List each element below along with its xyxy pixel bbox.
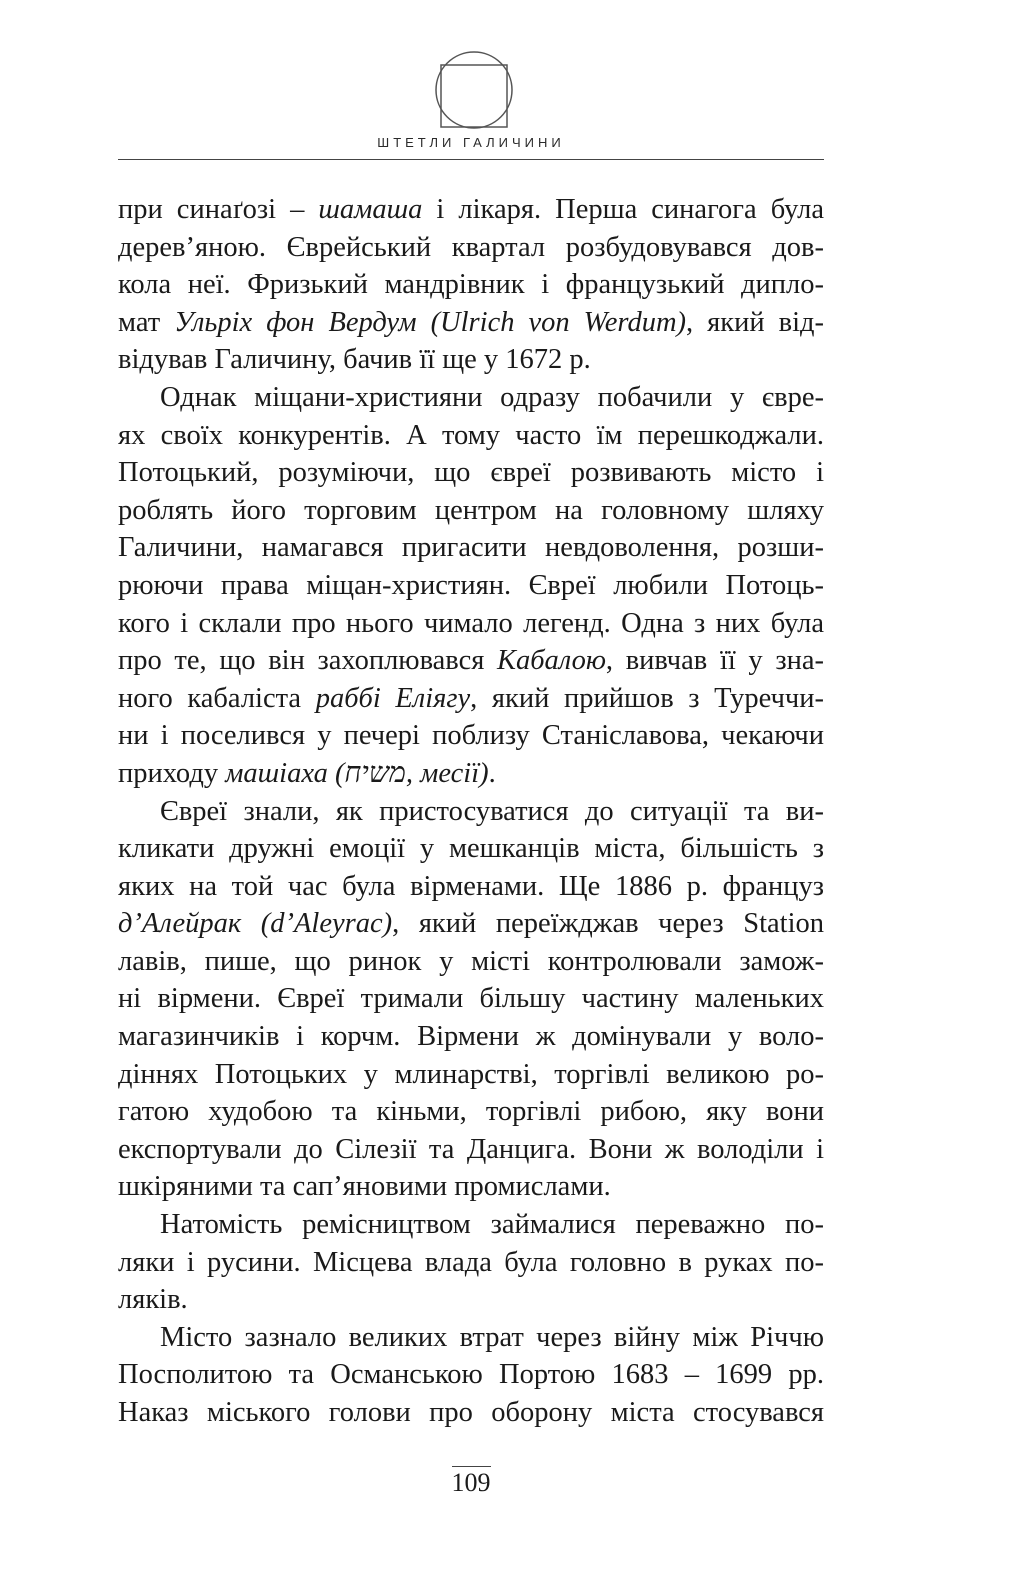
text-line: Посполитою та Османською Портою 1683 – 1699 рр. — [118, 1359, 824, 1391]
text-line: Однак міщани-християни одразу побачили у євре- — [160, 381, 824, 413]
text-line: ного кабаліста раббі Еліягу, який прийшов з Туреччи- — [118, 682, 824, 714]
text-line: Наказ міського голови про оборону міста стосувався — [118, 1397, 824, 1428]
page-number-value: 109 — [451, 1468, 491, 1497]
text-line: про те, що він захоплювався Кабалою, вивчав її у зна- — [118, 645, 824, 677]
text-line: відував Галичину, бачив її ще у 1672 р. — [118, 344, 591, 376]
text-line: Потоцький, розуміючи, що євреї розвивають місто і — [118, 457, 824, 489]
text-line: при синаґозі – шамаша і лікаря. Перша синагога була — [118, 194, 824, 225]
text-line: ни і поселився у печері поблизу Станіславова, чекаючи — [118, 720, 824, 752]
text-line: Євреї знали, як пристосуватися до ситуації та ви- — [160, 795, 824, 827]
text-line: рюючи права міщан-християн. Євреї любили Потоць- — [118, 569, 824, 601]
text-line: ні вірмени. Євреї тримали більшу частину маленьких — [118, 983, 824, 1015]
text-line: кола неї. Фризький мандрівник і французький дипло- — [118, 269, 824, 301]
body-text — [118, 191, 824, 1432]
text-line: приходу машіаха (משיח, месії). — [118, 757, 496, 789]
text-line: діннях Потоцьких у млинарстві, торгівлі великою ро- — [118, 1058, 824, 1090]
text-line: дерев’яною. Єврейський квартал розбудовувався дов- — [118, 231, 824, 263]
text-line: експортували до Сілезії та Данцига. Вони ж володіли і — [118, 1133, 824, 1165]
text-line: кликати дружні емоції у мешканців міста, більшість з — [118, 833, 824, 865]
text-line: ях своїх конкурентів. А тому часто їм перешкоджали. — [118, 419, 824, 451]
text-line: шкіряними та сап’яновими промислами. — [118, 1171, 611, 1203]
text-line: мат Ульріх фон Вердум (Ulrich von Werdum), який від- — [118, 306, 825, 338]
running-header-title: ШТЕТЛИ ГАЛИЧИНИ — [377, 135, 565, 150]
header-divider — [118, 159, 824, 160]
text-line: яких на той час була вірменами. Ще 1886 р. француз — [118, 870, 824, 902]
text-line: ляків. — [118, 1284, 188, 1316]
text-line: Натомість ремісництвом займалися переважно по- — [160, 1209, 824, 1241]
text-line: д’Алейрак (d’Aleyrac), який переїжджав через Station — [118, 908, 824, 940]
text-line: гатою худобою та кіньми, торгівлі рибою, яку вони — [118, 1096, 824, 1128]
page-number — [0, 1466, 942, 1498]
text-line: ляки і русини. Місцева влада була головно в руках по- — [118, 1246, 824, 1278]
text-line: Місто зазнало великих втрат через війну між Річчю — [160, 1321, 824, 1353]
text-line: роблять його торговим центром на головному шляху — [118, 494, 824, 526]
text-line: магазинчиків і корчм. Вірмени ж домінували у воло- — [118, 1021, 824, 1053]
text-line: Галичини, намагався пригасити невдоволення, розши- — [118, 532, 824, 564]
circle-square-emblem-icon — [434, 50, 514, 130]
text-line: лавів, пише, що ринок у місті контролювали замож- — [118, 945, 824, 977]
text-line: кого і склали про нього чимало легенд. Одна з них була — [118, 607, 824, 639]
